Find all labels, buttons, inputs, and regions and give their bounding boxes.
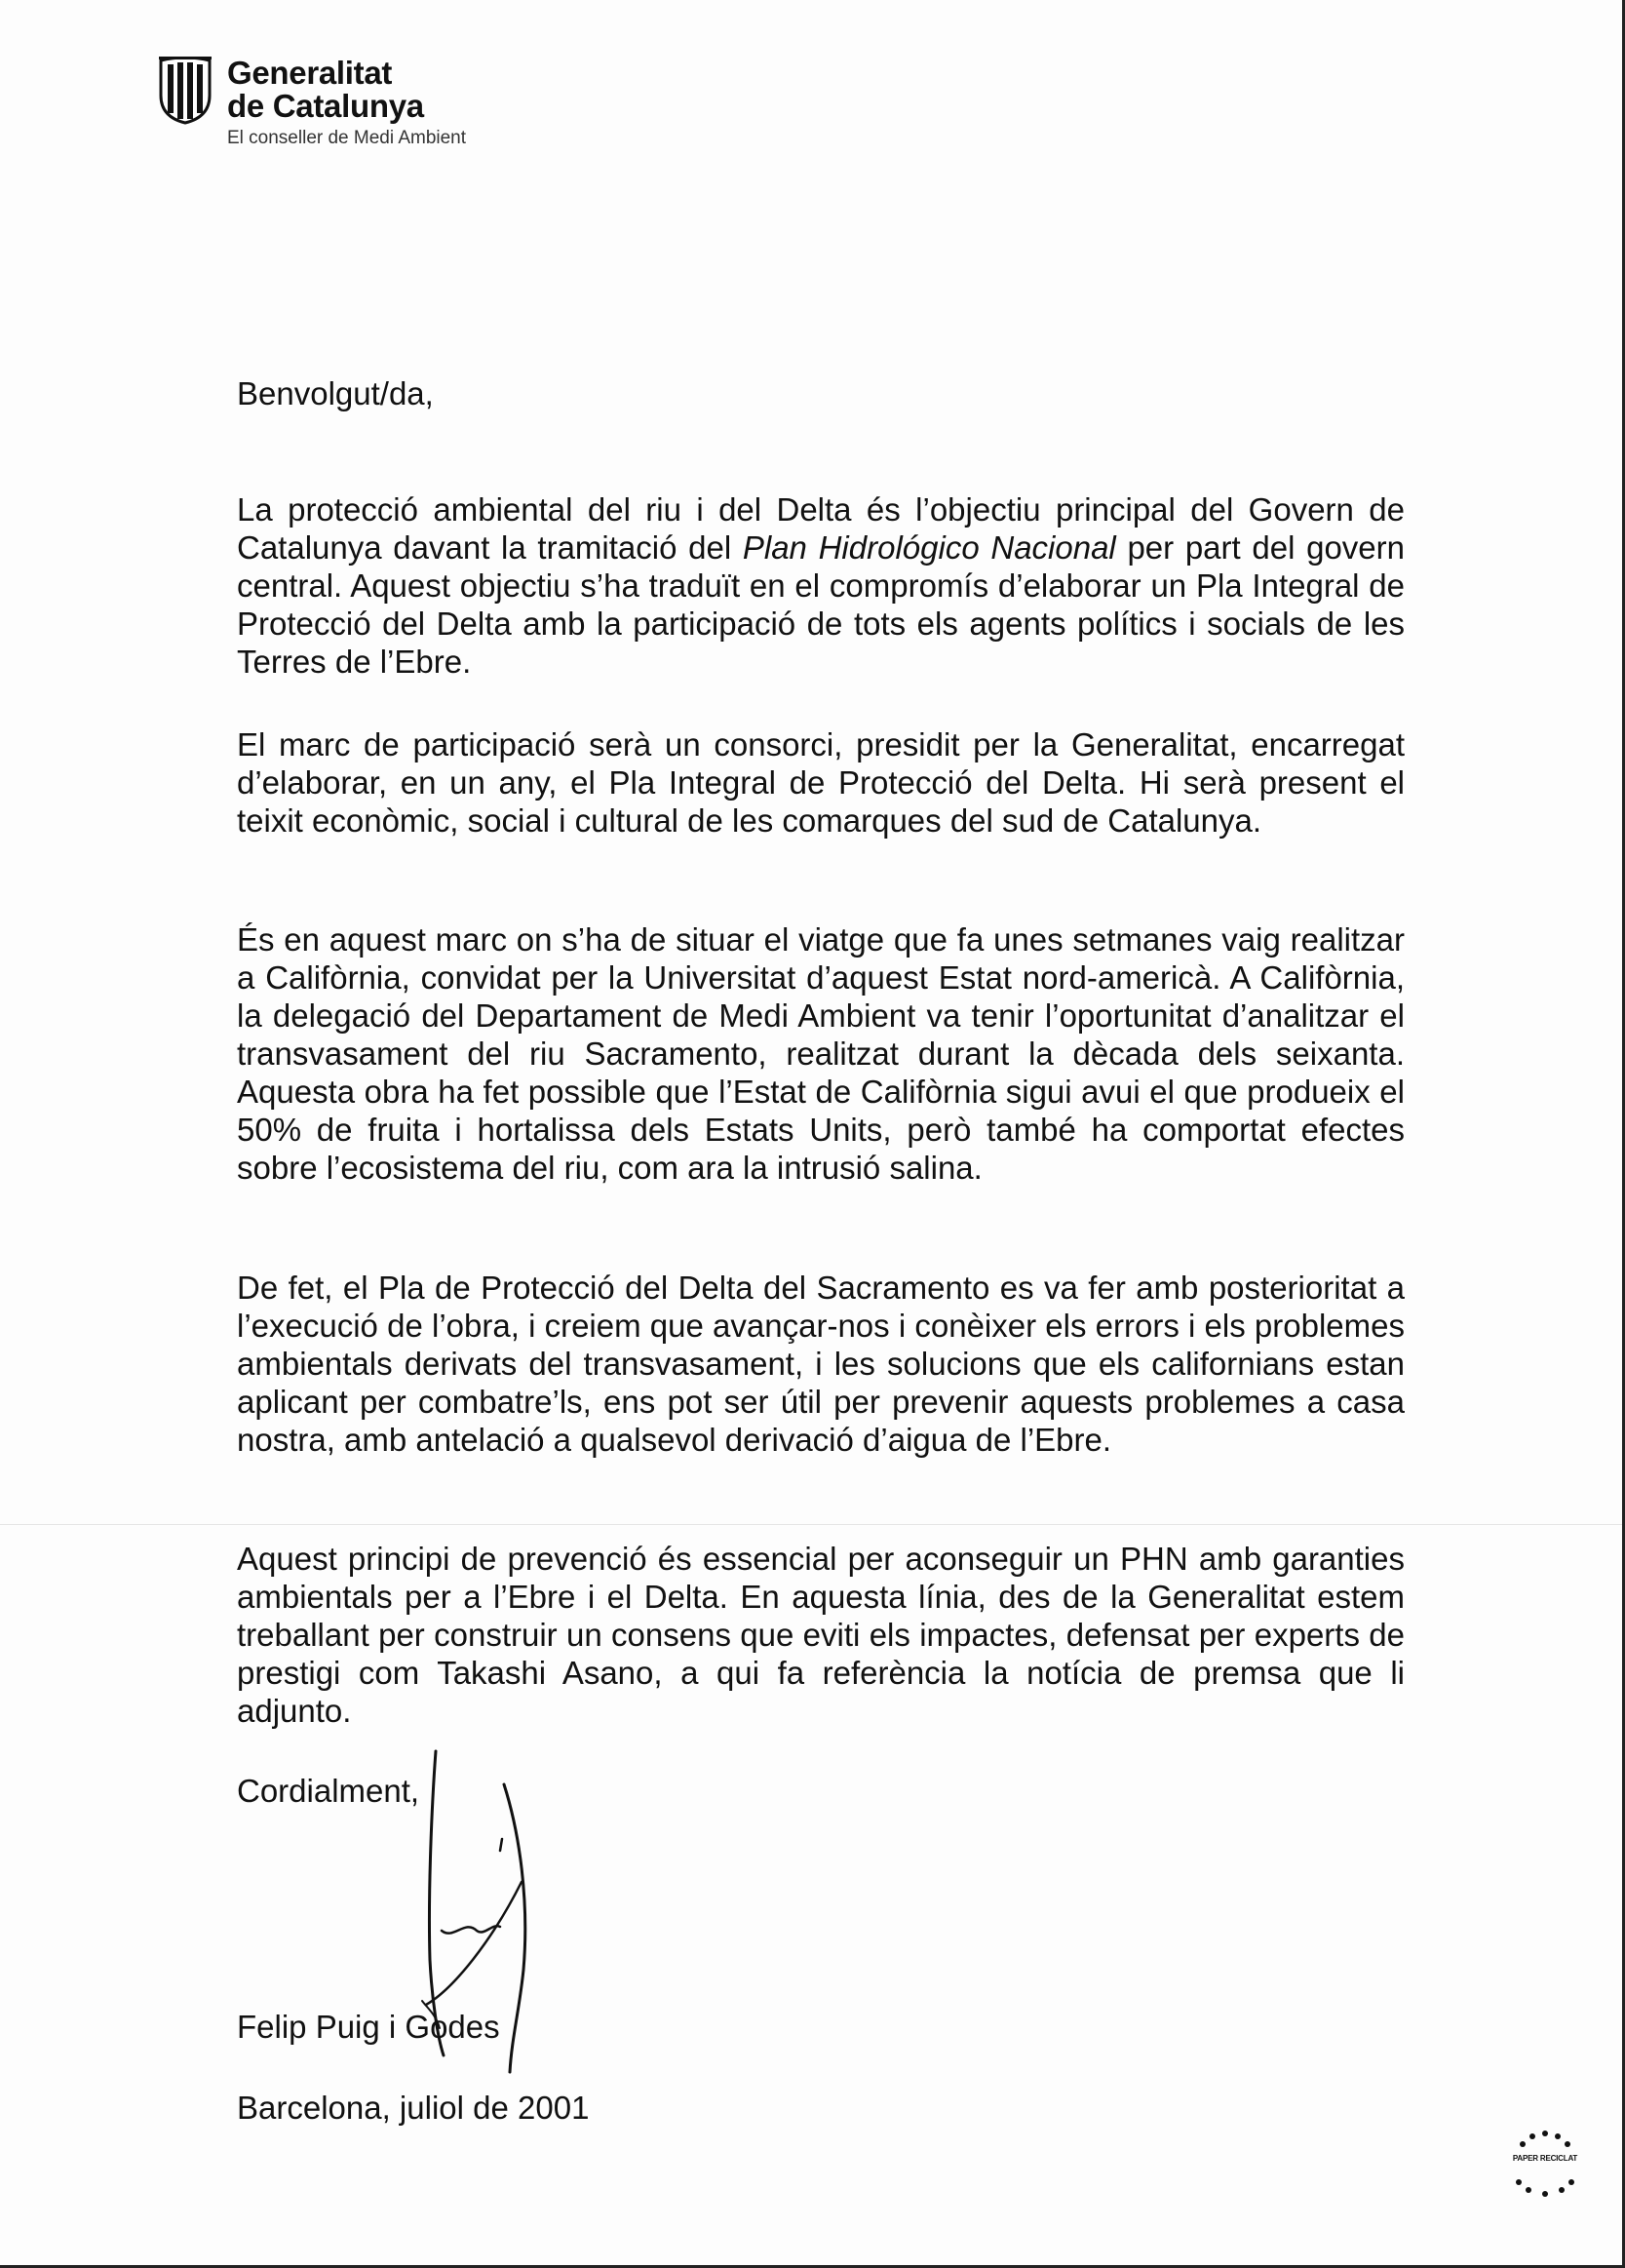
- closing: Cordialment,: [237, 1773, 420, 1809]
- org-name-line2: de Catalunya: [227, 88, 424, 124]
- recycled-paper-label: PAPER RECICLAT: [1512, 2154, 1578, 2163]
- office-name: El conseller de Medi Ambient: [227, 128, 467, 148]
- paragraph-1: [237, 490, 1405, 681]
- place-date: Barcelona, juliol de 2001: [237, 2090, 590, 2126]
- paragraph-5: Aquest principi de prevenció és essencial per aconseguir un PHN amb garanties ambientals per a l’Ebre i el Delta. En aquesta línia, des de la Generalitat estem treballant per construir un consens que eviti els impactes, defensat per experts de prestigi com Takashi Asano, a qui fa referència la notícia de premsa que li adjunto.: [237, 1541, 1405, 1729]
- paragraph-3: És en aquest marc on s’ha de situar el viatge que fa unes setmanes vaig realitzar a Califòrnia, convidat per la Universitat d’aquest Estat nord-americà. A Califòrnia, la delegació del Departament de Medi Ambient va tenir l’oportunitat d’analitzar el transvasament del riu Sacramento, realitzat durant la dècada dels seixanta. Aquesta obra ha fet possible que l’Estat de Califòrnia sigui avui el que produeix el 50% de fruita i hortalissa dels Estats Units, però també ha comportat efectes sobre l’ecosistema del riu, com ara la intrusió salina.: [237, 921, 1405, 1186]
- org-name-line1: Generalitat: [227, 55, 393, 91]
- fold-line: [0, 1524, 1625, 1525]
- paragraph-1-start: La protecció ambiental del riu i del Delta és l’objectiu principal del Govern de Catalunya davant la tramitació del: [237, 491, 1405, 566]
- paragraph-1-end: per part del govern central. Aquest objectiu s’ha traduït en el compromís d’elaborar un Pla Integral de Protecció del Delta amb la participació de tots els agents polítics i socials de les Terres de l’Ebre.: [237, 529, 1405, 680]
- signer-name: Felip Puig i Godes: [237, 2009, 500, 2045]
- catalan-coat-of-arms-icon: [159, 57, 212, 125]
- paragraph-1-italic: Plan Hidrológico Nacional: [742, 529, 1116, 566]
- paragraph-2: El marc de participació serà un consorci, presidit per la Generalitat, encarregat d’elaborar, en un any, el Pla Integral de Protecció del Delta. Hi serà present el teixit econòmic, social i cultural de les comarques del sud de Catalunya.: [237, 726, 1405, 839]
- letterhead: [159, 57, 646, 154]
- paragraph-4: De fet, el Pla de Protecció del Delta del Sacramento es va fer amb posterioritat a l’execució de l’obra, i creiem que avançar-nos i conèixer els errors i els problemes ambientals derivats del transvasament, i les solucions que els californians estan aplicant per combatre’ls, ens pot ser útil per prevenir aquests problemes a casa nostra, amb antelació a qualsevol derivació d’aigua de l’Ebre.: [237, 1270, 1405, 1458]
- salutation: Benvolgut/da,: [237, 375, 434, 411]
- recycled-paper-mark-icon: [1501, 2126, 1589, 2204]
